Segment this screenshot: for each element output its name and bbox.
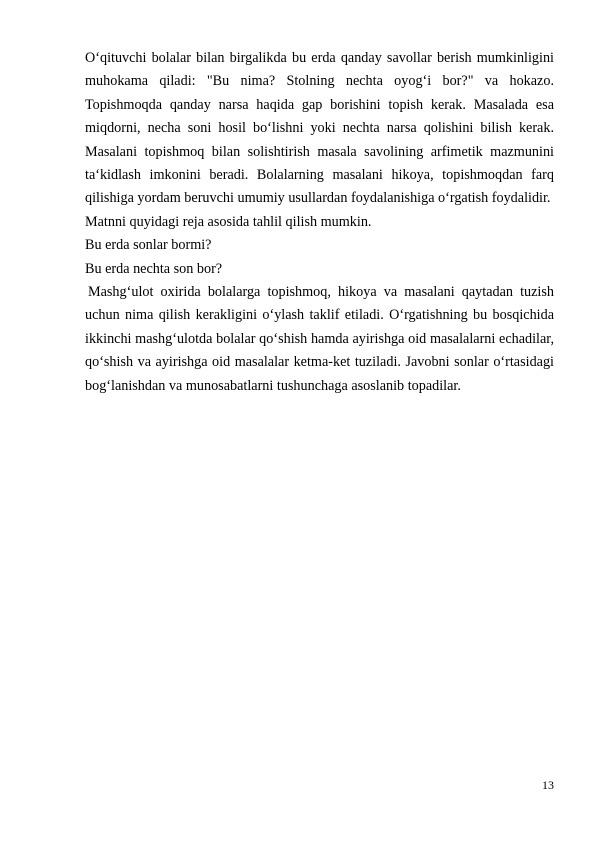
question-numbers-present: Bu erda sonlar bormi? xyxy=(85,237,212,254)
question-how-many-numbers: Bu erda nechta son bor? xyxy=(85,260,223,277)
paragraph-discussion: O‘qituvchi bolalar bilan birgalikda bu erda qanday savollar berish mumkinligini muhokama qiladi: "Bu nima? Stolning nechta oyog‘i bor?" va hokazo. Topishmoqda qanday narsa haqida gap borishini topish kerak. Masalada esa miqdorni, necha soni hosil bo‘lishni yoki nechta narsa qolishini bilish kerak. Masalani topishmoq bilan solishtirish masala savolining arfimetik mazmunini ta‘kidlash imkonini beradi. Bolalarning masalani hikoya, topishmoqdan farq qilishiga yordam beruvchi umumiy usullardan foydalanishiga o‘rgatish foydalidir. xyxy=(85,50,554,207)
paragraph-plan-intro: Matnni quyidagi reja asosida tahlil qilish mumkin. xyxy=(85,213,372,230)
page-number: 13 xyxy=(542,778,554,792)
body-text xyxy=(85,47,554,398)
paragraph-lesson-end: Mashg‘ulot oxirida bolalarga topishmoq, hikoya va masalani qaytadan tuzish uchun nima qilish kerakligini o‘ylash taklif etiladi. O‘rgatishning bu bosqichida ikkinchi mashg‘ulotda bolalar qo‘shish hamda ayirishga oid masalalarni echadilar, qo‘shish va ayirishga oid masalalar ketma-ket tuziladi. Javobni sonlar o‘rtasidagi bog‘lanishdan va munosabatlarni tushunchaga asoslanib topadilar. xyxy=(85,284,554,394)
